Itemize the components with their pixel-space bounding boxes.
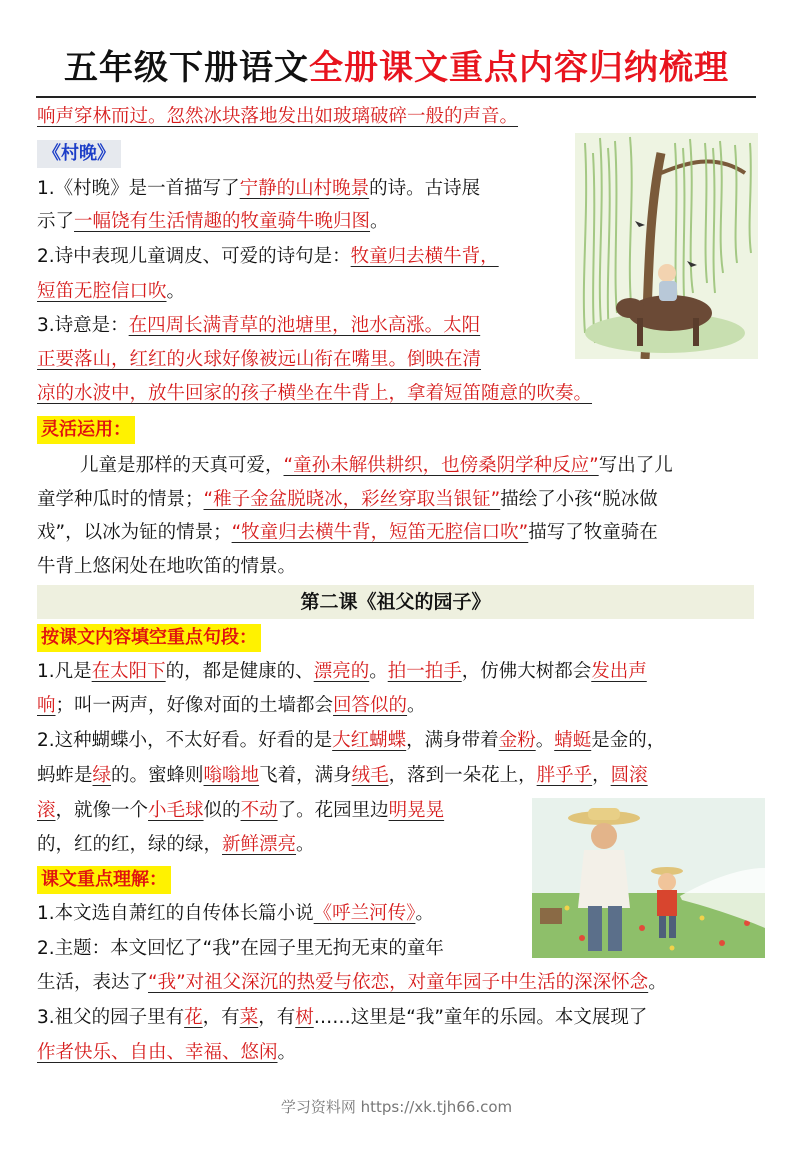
text: 。 bbox=[535, 730, 555, 751]
text: 蚂蚱是 bbox=[37, 765, 93, 786]
title-divider bbox=[36, 96, 756, 98]
answer: 新鲜漂亮 bbox=[222, 834, 297, 855]
text: ；叫一两声，好像对面的土墙都会 bbox=[55, 695, 334, 716]
key-line3 bbox=[37, 970, 667, 996]
answer: 发出声 bbox=[591, 661, 647, 682]
answer: 明晃晃 bbox=[388, 800, 445, 821]
text: ，落到一朵花上， bbox=[388, 765, 537, 786]
answer: 菜 bbox=[239, 1007, 259, 1028]
title-part1: 五年级下册语文 bbox=[64, 48, 309, 88]
cunwan-p3-line2 bbox=[37, 347, 481, 373]
quote: “牧童归去横牛背，短笛无腔信口吹” bbox=[231, 522, 529, 543]
text: 描绘了小孩“脱冰做 bbox=[500, 489, 658, 510]
intro-text: 响声穿林而过。忽然冰块落地发出如玻璃破碎一般的声音。 bbox=[37, 106, 519, 127]
fill-line1 bbox=[37, 659, 647, 685]
text: 。 bbox=[370, 211, 389, 232]
flex-line4: 牛背上悠闲处在地吹笛的情景。 bbox=[37, 556, 297, 577]
text: ，有 bbox=[258, 1007, 296, 1028]
answer: 回答似的 bbox=[333, 695, 408, 716]
quote: “稚子金盆脱晓冰，彩丝穿取当银钲” bbox=[203, 489, 501, 510]
answer: 拍一拍手 bbox=[387, 661, 462, 682]
text: 是金的， bbox=[591, 730, 666, 751]
answer: 漂亮的 bbox=[313, 661, 370, 682]
answer: 金粉 bbox=[498, 730, 536, 751]
text: 。 bbox=[296, 834, 315, 855]
key-tag: 课文重点理解： bbox=[37, 866, 171, 894]
text: 3.诗意是： bbox=[37, 315, 129, 336]
text: 戏”，以冰为钲的情景； bbox=[37, 522, 232, 543]
answer: 滚 bbox=[37, 800, 56, 821]
flex-tag: 灵活运用： bbox=[37, 416, 135, 444]
text: 似的 bbox=[203, 800, 241, 821]
answer: 绿 bbox=[92, 765, 112, 786]
text: ，有 bbox=[202, 1007, 240, 1028]
text: ，就像一个 bbox=[55, 800, 149, 821]
text: 了。花园里边 bbox=[277, 800, 389, 821]
text: 的，都是健康的、 bbox=[165, 661, 314, 682]
cunwan-p3-line3 bbox=[37, 381, 592, 407]
text: 2.这种蝴蝶小，不太好看。好看的是 bbox=[37, 730, 333, 751]
answer: 《呼兰河传》 bbox=[313, 903, 416, 924]
answer: 作者快乐、自由、幸福、悠闲 bbox=[37, 1042, 278, 1063]
text: 。 bbox=[407, 695, 426, 716]
footer-watermark: 学习资料网 https://xk.tjh66.com bbox=[280, 1098, 513, 1116]
cunwan-p2-line2 bbox=[37, 279, 185, 305]
title-part2: 全册课文重点内容归纳梳理 bbox=[309, 48, 729, 88]
text: 生活，表达了 bbox=[37, 972, 149, 993]
text: ，仿佛大树都会 bbox=[461, 661, 592, 682]
fill-line4 bbox=[37, 763, 648, 789]
text: ，满身带着 bbox=[406, 730, 499, 751]
text: 的诗。古诗展 bbox=[369, 178, 481, 199]
cunwan-p2-line1 bbox=[37, 244, 499, 270]
answer: 花 bbox=[184, 1007, 203, 1028]
answer: 响 bbox=[37, 695, 56, 716]
answer: 宁静的山村晚景 bbox=[239, 178, 370, 199]
flex-line2 bbox=[37, 487, 658, 513]
fill-tag: 按课文内容填空重点句段： bbox=[37, 624, 261, 652]
flex-line1 bbox=[80, 453, 673, 479]
answer: 树 bbox=[295, 1007, 314, 1028]
text: 。 bbox=[166, 281, 186, 302]
key-line5 bbox=[37, 1040, 296, 1066]
text: ……这里是“我”童年的乐园。本文展现了 bbox=[313, 1007, 648, 1028]
text: 的，红的红，绿的绿， bbox=[37, 834, 223, 855]
text: 写出了儿 bbox=[598, 455, 673, 476]
text: 。 bbox=[277, 1042, 297, 1063]
cunwan-p3-line1 bbox=[37, 313, 480, 339]
text: 描写了牧童骑在 bbox=[528, 522, 658, 543]
cunwan-p1-line1 bbox=[37, 176, 480, 202]
text: 儿童是那样的天真可爱， bbox=[80, 455, 284, 476]
text: 。 bbox=[415, 903, 434, 924]
text: 飞着，满身 bbox=[259, 765, 352, 786]
answer: 不动 bbox=[240, 800, 278, 821]
fill-line6 bbox=[37, 832, 315, 858]
garden-illustration bbox=[532, 798, 765, 958]
answer: 大红蝴蝶 bbox=[332, 730, 407, 751]
fill-line2 bbox=[37, 693, 426, 719]
answer: 嗡嗡地 bbox=[203, 765, 260, 786]
answer: 正要落山，红红的火球好像被远山衔在嘴里。倒映在清 bbox=[37, 349, 482, 370]
text: 童学种瓜时的情景； bbox=[37, 489, 204, 510]
text: 。 bbox=[369, 661, 388, 682]
key-line2: 2.主题：本文回忆了“我”在园子里无拘无束的童年 bbox=[37, 938, 444, 959]
lesson2-heading: 第二课《祖父的园子》 bbox=[37, 585, 754, 619]
answer: 凉的水波中，放牛回家的孩子横坐在牛背上，拿着短笛随意的吹奏。 bbox=[37, 383, 593, 404]
intro-line bbox=[37, 104, 518, 130]
text: 1.凡是 bbox=[37, 661, 92, 682]
text: 示了 bbox=[37, 211, 75, 232]
fill-line3 bbox=[37, 728, 665, 754]
answer: 短笛无腔信口吹 bbox=[37, 281, 167, 302]
page-title bbox=[0, 44, 793, 92]
answer: 圆滚 bbox=[610, 765, 648, 786]
key-line4 bbox=[37, 1005, 647, 1031]
buffalo-boy-illustration bbox=[575, 133, 758, 359]
answer: 在太阳下 bbox=[91, 661, 166, 682]
answer: 牧童归去横牛背， bbox=[350, 246, 499, 267]
text: 。 bbox=[648, 972, 667, 993]
cunwan-tag: 《村晚》 bbox=[37, 140, 121, 168]
text: 1.《村晚》是一首描写了 bbox=[37, 178, 240, 199]
text: 1.本文选自萧红的自传体长篇小说 bbox=[37, 903, 314, 924]
flex-line3 bbox=[37, 520, 658, 546]
quote: “童孙未解供耕织，也傍桑阴学种反应” bbox=[283, 455, 599, 476]
answer: 小毛球 bbox=[148, 800, 204, 821]
answer: 一幅饶有生活情趣的牧童骑牛晚归图 bbox=[74, 211, 371, 232]
answer: 胖乎乎 bbox=[536, 765, 593, 786]
key-line1 bbox=[37, 901, 434, 927]
cunwan-p1-line2 bbox=[37, 209, 389, 235]
text: 2.诗中表现儿童调皮、可爱的诗句是： bbox=[37, 246, 351, 267]
answer: 蜻蜓 bbox=[554, 730, 592, 751]
answer: 在四周长满青草的池塘里，池水高涨。太阳 bbox=[128, 315, 481, 336]
text: 的。蜜蜂则 bbox=[111, 765, 204, 786]
answer: 绒毛 bbox=[351, 765, 389, 786]
answer: “我”对祖父深沉的热爱与依恋，对童年园子中生活的深深怀念 bbox=[148, 972, 649, 993]
text: 3.祖父的园子里有 bbox=[37, 1007, 185, 1028]
fill-line5 bbox=[37, 798, 444, 824]
text: ， bbox=[592, 765, 611, 786]
